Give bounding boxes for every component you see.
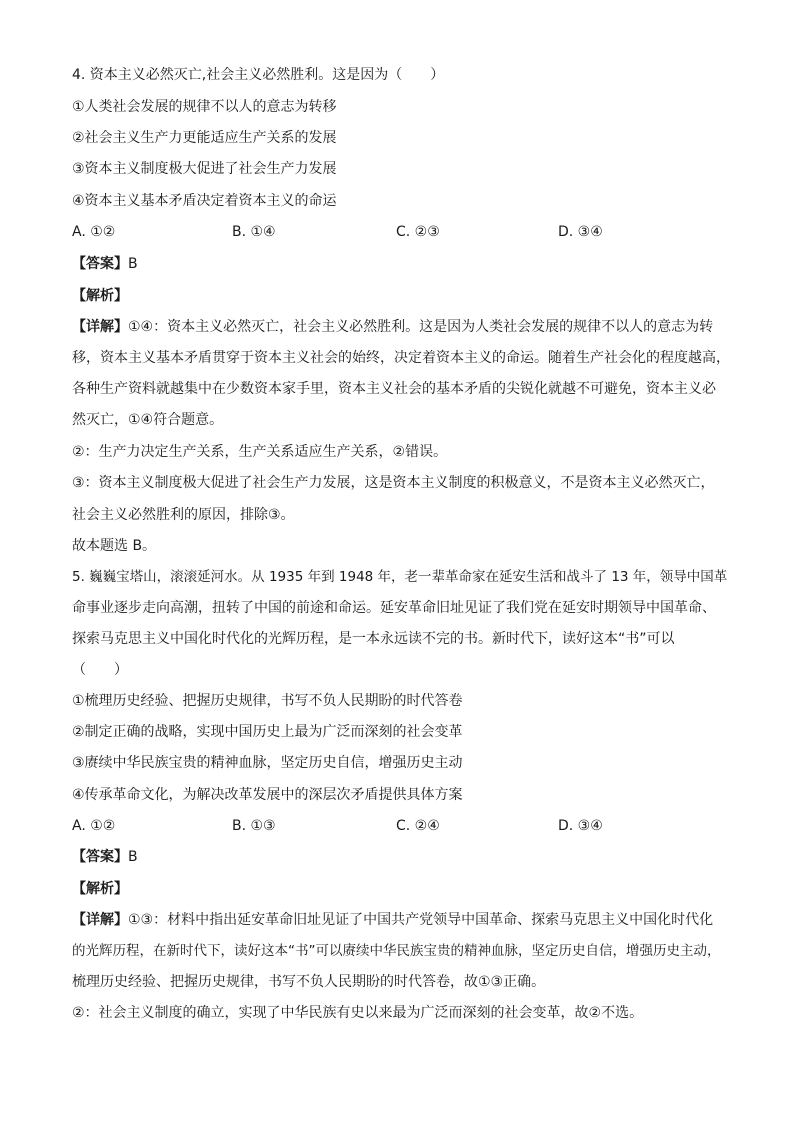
q5-item-2: ②制定正确的战略，实现中国历史上最为广泛而深刻的社会变革 (72, 724, 463, 740)
q5-analysis-tag: 【解析】 (72, 881, 128, 897)
q5-option-c: C. ②④ (396, 818, 440, 834)
q5-detail-tag: 【详解】 (72, 912, 128, 928)
q4-detail-line-5: ②：生产力决定生产关系，生产关系适应生产关系，②错误。 (72, 444, 448, 460)
q5-stem-line-2: 命事业逐步走向高潮，扭转了中国的前途和命运。延安革命旧址见证了我们党在延安时期领导中国革命、 (72, 600, 716, 616)
q4-detail-text-1: ①④：资本主义必然灭亡，社会主义必然胜利。这是因为人类社会发展的规律不以人的意志为转 (128, 319, 714, 335)
q4-option-d: D. ③④ (558, 224, 603, 240)
q4-answer (72, 254, 732, 274)
q5-stem-line-1: 5. 巍巍宝塔山，滚滚延河水。从 1935 年到 1948 年，老一辈革命家在延安生活和战斗了 13 年，领导中国革 (72, 569, 728, 585)
q5-options (72, 816, 732, 836)
q5-item-3: ③赓续中华民族宝贵的精神血脉，坚定历史自信，增强历史主动 (72, 755, 463, 771)
q4-answer-value: B (128, 256, 138, 272)
q5-option-a: A. ①② (72, 818, 116, 834)
q5-answer (72, 847, 732, 867)
q5-detail-text-1: ①③：材料中指出延安革命旧址见证了中国共产党领导中国革命、探索马克思主义中国化时代化 (128, 912, 714, 928)
q5-detail-line-1 (72, 910, 732, 930)
q5-item-4: ④传承革命文化，为解决改革发展中的深层次矛盾提供具体方案 (72, 787, 463, 803)
q4-option-a: A. ①② (72, 224, 116, 240)
q5-detail-line-4: ②：社会主义制度的确立，实现了中华民族有史以来最为广泛而深刻的社会变革，故②不选。 (72, 1005, 644, 1021)
q4-analysis-tag: 【解析】 (72, 288, 128, 304)
q5-answer-tag: 【答案】 (72, 849, 128, 865)
q4-item-2: ②社会主义生产力更能适应生产关系的发展 (72, 130, 337, 146)
q4-item-4: ④资本主义基本矛盾决定着资本主义的命运 (72, 193, 337, 209)
q5-detail-line-3: 梳理历史经验、把握历史规律，书写不负人民期盼的时代答卷，故①③正确。 (72, 974, 546, 990)
q4-stem: 4. 资本主义必然灭亡,社会主义必然胜利。这是因为（ ） (72, 67, 445, 83)
q4-detail-line-4: 然灭亡，①④符合题意。 (72, 412, 224, 428)
q5-stem-line-3: 探索马克思主义中国化时代化的光辉历程，是一本永远读不完的书。新时代下，读好这本“书”可以 (72, 631, 675, 647)
q4-detail-line-2: 移，资本主义基本矛盾贯穿于资本主义社会的始终，决定着资本主义的命运。随着生产社会化的程度越高， (72, 350, 730, 366)
q4-item-3: ③资本主义制度极大促进了社会生产力发展 (72, 161, 337, 177)
q4-options (72, 222, 732, 242)
q4-detail-line-3: 各种生产资料就越集中在少数资本家手里，资本主义社会的基本矛盾的尖锐化就越不可避免，资本主义必 (72, 381, 716, 397)
q4-item-1: ①人类社会发展的规律不以人的意志为转移 (72, 99, 337, 115)
q4-conclusion: 故本题选 B。 (72, 538, 157, 554)
q4-option-b: B. ①④ (232, 224, 276, 240)
q5-option-b: B. ①③ (232, 818, 276, 834)
q5-answer-value: B (128, 849, 138, 865)
q4-option-c: C. ②③ (396, 224, 440, 240)
q4-detail-line-7: 社会主义必然胜利的原因，排除③。 (72, 507, 295, 523)
q5-option-d: D. ③④ (558, 818, 603, 834)
q4-detail-line-6: ③：资本主义制度极大促进了社会生产力发展，这是资本主义制度的积极意义，不是资本主义必然灭亡， (72, 475, 715, 491)
q4-answer-tag: 【答案】 (72, 256, 128, 272)
q5-detail-line-2: 的光辉历程，在新时代下，读好这本“书”可以赓续中华民族宝贵的精神血脉，坚定历史自信，增强历史主动， (72, 943, 721, 959)
q4-analysis-heading (72, 286, 732, 306)
q5-item-1: ①梳理历史经验、把握历史规律，书写不负人民期盼的时代答卷 (72, 693, 463, 709)
q5-analysis-heading (72, 879, 732, 899)
q4-detail-line-1 (72, 317, 732, 337)
q5-stem-line-4: （ ） (72, 662, 128, 678)
q4-detail-tag: 【详解】 (72, 319, 128, 335)
